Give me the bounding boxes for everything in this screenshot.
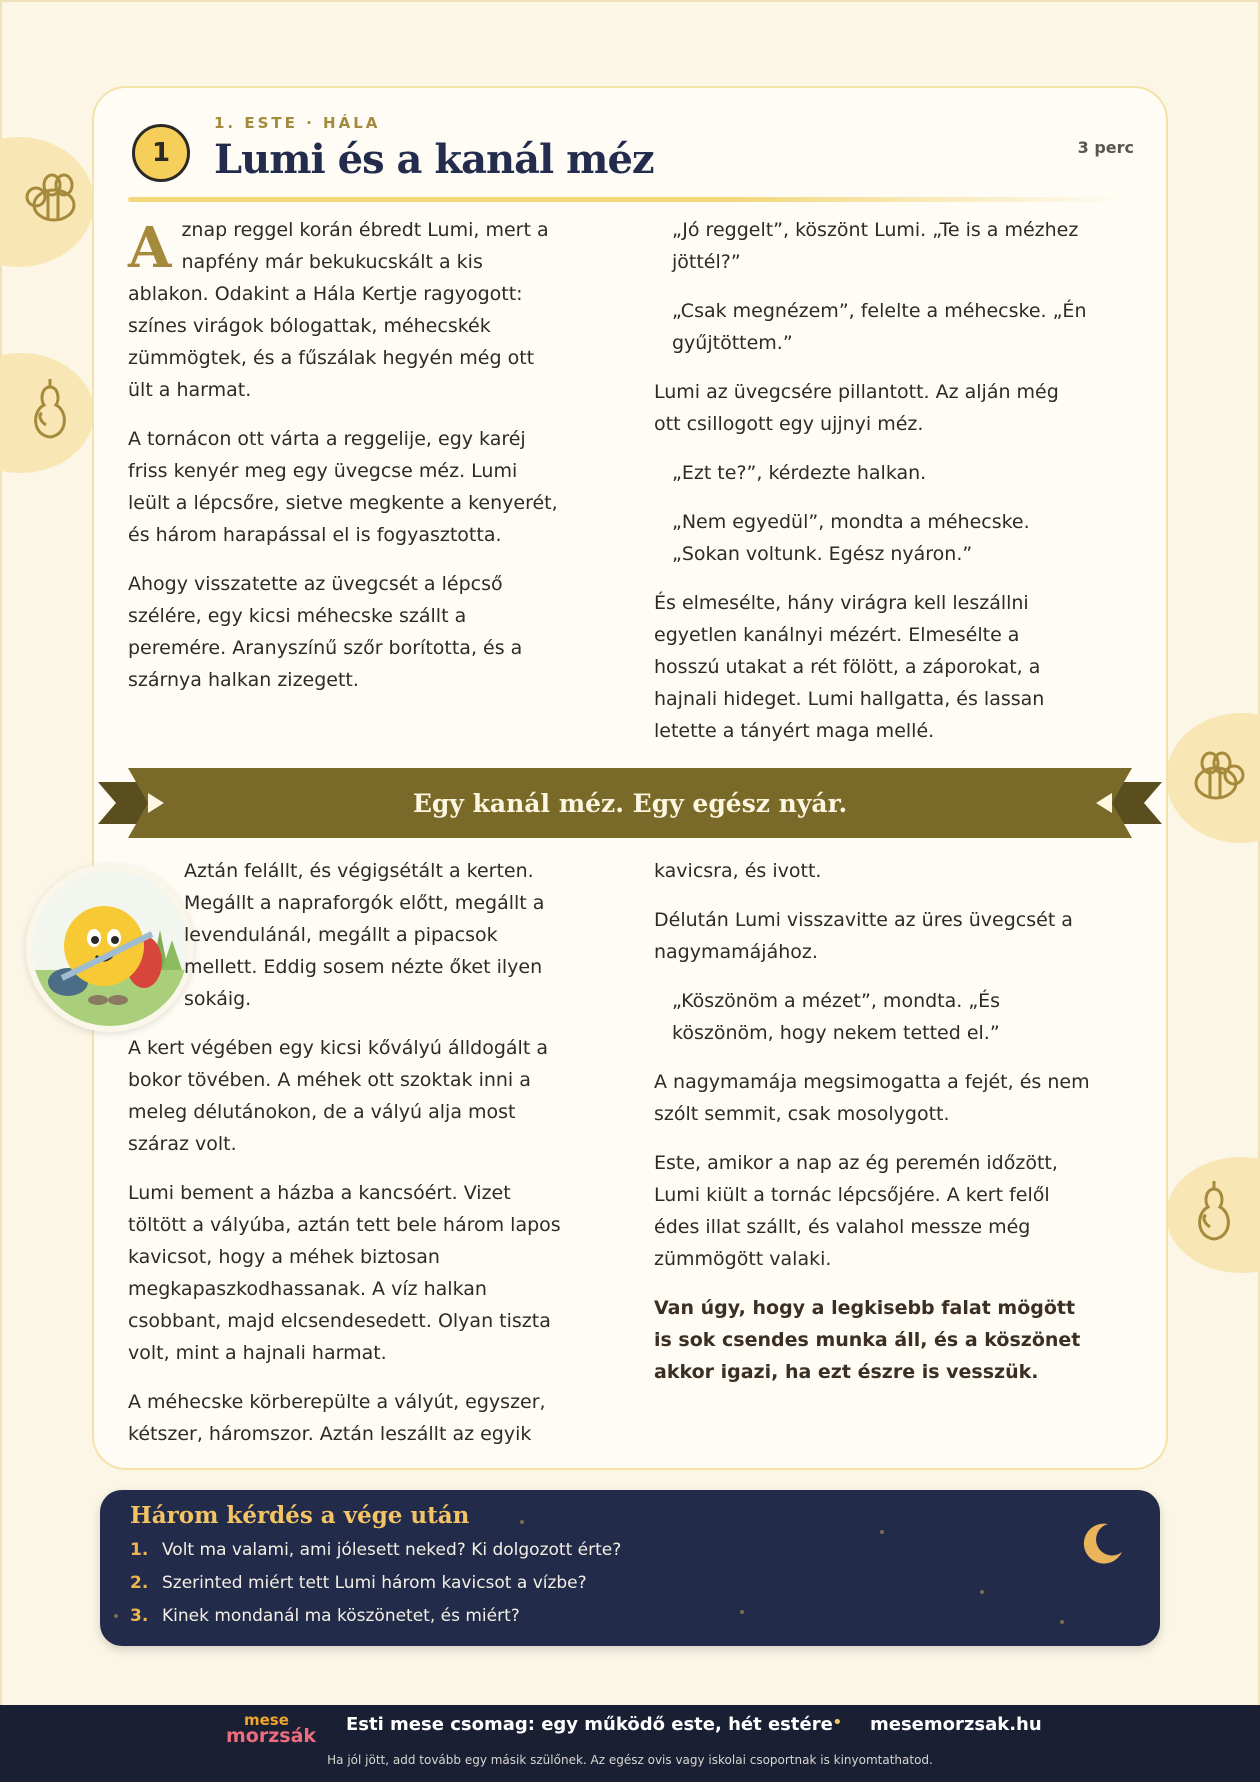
story-moral: Van úgy, hogy a legkisebb falat mögött is sok csendes munka áll, és a köszönet akkor igazi, ha ezt észre is vesszük. (654, 1297, 1081, 1383)
quote-banner (98, 768, 1162, 838)
star-decoration (980, 1590, 984, 1594)
star-decoration (114, 1614, 118, 1618)
story-paragraph: kavicsra, és ivott. (654, 860, 822, 882)
question-number: 3. (130, 1606, 149, 1626)
story-paragraph: A tornácon ott várta a reggelije, egy karéj friss kenyér meg egy üvegcse méz. Lumi leült a lépcsőre, sietve megkente a kenyerét, és három harapással el is fogyasztotta. (128, 428, 558, 546)
story-paragraph: Lumi az üvegcsére pillantott. Az alján még ott csillogott egy ujjnyi méz. (654, 381, 1059, 435)
dialogue-line: „Köszönöm a mézet”, mondta. „És köszönöm, hogy nekem tetted el.” (672, 990, 1001, 1044)
bee-icon (14, 157, 94, 237)
title-divider (128, 197, 1128, 202)
story-paragraph: És elmesélte, hány virágra kell leszállni egyetlen kanálnyi mézért. Elmesélte a hosszú utakat a rét fölött, a záporokat, a hajnali hideget. Lumi hallgatta, és lassan letette a tányért maga mellé. (654, 592, 1045, 742)
question-item (130, 1600, 621, 1633)
drop-cap: A (128, 215, 172, 281)
story-paragraph: Aztán felállt, és végigsétált a kerten. Megállt a napraforgók előtt, megállt a levendulánál, megállt a pipacsok mellett. Eddig sosem nézte őket ilyen sokáig. (184, 860, 545, 1010)
dialogue-line: „Jó reggelt”, köszönt Lumi. „Te is a mézhez jöttél?” (672, 219, 1079, 273)
dialogue-line: „Csak megnézem”, felelte a méhecske. „Én gyűjtöttem.” (672, 300, 1087, 354)
star-decoration (520, 1520, 524, 1524)
questions-box (100, 1490, 1160, 1646)
question-number: 1. (130, 1540, 149, 1560)
star-decoration (740, 1610, 744, 1614)
question-text: Volt ma valami, ami jólesett neked? Ki dolgozott érte? (162, 1540, 622, 1560)
star-decoration (880, 1530, 884, 1534)
star-decoration (1060, 1620, 1064, 1624)
logo-bottom-text: morzsák (226, 1725, 317, 1747)
story-column-bottom-left (128, 855, 564, 1467)
story-kicker: 1. ESTE · HÁLA (214, 114, 381, 132)
footer-tagline: Esti mese csomag: egy működő este, hét estére (346, 1714, 833, 1735)
story-paragraph: Este, amikor a nap az ég peremén időzött, Lumi kiült a tornác lépcsőjére. A kert felől édes illat szállt, és valahol messze még zümmögött valaki. (654, 1152, 1058, 1270)
bee-icon (1176, 735, 1256, 815)
pear-icon (20, 375, 80, 455)
reading-time: 3 perc (1077, 138, 1134, 157)
banner-text: Egy kanál méz. Egy egész nyár. (412, 788, 848, 818)
question-item (130, 1534, 621, 1567)
pear-icon (1184, 1177, 1244, 1257)
story-column-top-left (128, 214, 564, 713)
question-item (130, 1567, 621, 1600)
footer-separator: • (832, 1712, 843, 1733)
story-paragraph (128, 214, 564, 406)
story-paragraph: Ahogy visszatette az üvegcsét a lépcső szélére, egy kicsi méhecske szállt a peremére. Aranyszínű szőr borította, és a szárnya halkan zizegett. (128, 573, 523, 691)
questions-list (130, 1534, 621, 1633)
footer-website-link[interactable]: mesemorzsak.hu (870, 1714, 1042, 1735)
evening-number-badge: 1 (132, 124, 190, 182)
question-text: Szerinted miért tett Lumi három kavicsot a vízbe? (162, 1573, 587, 1593)
story-column-top-right (654, 214, 1090, 764)
question-number: 2. (130, 1573, 149, 1593)
logo-top-text: mese (244, 1711, 289, 1729)
brand-logo (222, 1711, 317, 1753)
story-paragraph: A méhecske körberepülte a vályút, egyszer, kétszer, háromszor. Aztán leszállt az egyik (128, 1391, 546, 1445)
story-first-text: znap reggel korán ébredt Lumi, mert a napfény már bekukucskált a kis ablakon. Odakint a Hála Kertje ragyogott: színes virágok bólogattak, méhecskék zümmögtek, és a fűszálak hegyén még ott ült a harmat. (128, 219, 549, 401)
moon-icon (1078, 1520, 1126, 1568)
dialogue-line: „Ezt te?”, kérdezte halkan. (672, 462, 927, 484)
story-paragraph: A nagymamája megsimogatta a fejét, és nem szólt semmit, csak mosolygott. (654, 1071, 1090, 1125)
story-column-bottom-right (654, 855, 1090, 1405)
questions-title: Három kérdés a vége után (130, 1502, 470, 1529)
story-title: Lumi és a kanál méz (214, 136, 654, 183)
footer-note: Ha jól jött, add tovább egy másik szülőnek. Az egész ovis vagy iskolai csoportnak is kinyomtathatod. (327, 1753, 933, 1767)
story-paragraph: A kert végében egy kicsi kővályú álldogált a bokor tövében. A méhek ott szoktak inni a meleg délutánokon, de a vályú alja most száraz volt. (128, 1037, 548, 1155)
dialogue-line: „Nem egyedül”, mondta a méhecske. „Sokan voltunk. Egész nyáron.” (672, 511, 1030, 565)
story-paragraph: Lumi bement a házba a kancsóért. Vizet töltött a vályúba, aztán tett bele három lapos kavicsot, hogy a méhek biztosan megkapaszkodhassanak. A víz halkan csobbant, majd elcsendesedett. Olyan tiszta volt, mint a hajnali harmat. (128, 1182, 561, 1364)
question-text: Kinek mondanál ma köszönetet, és miért? (162, 1606, 520, 1626)
story-paragraph: Délután Lumi visszavitte az üres üvegcsét a nagymamájához. (654, 909, 1073, 963)
